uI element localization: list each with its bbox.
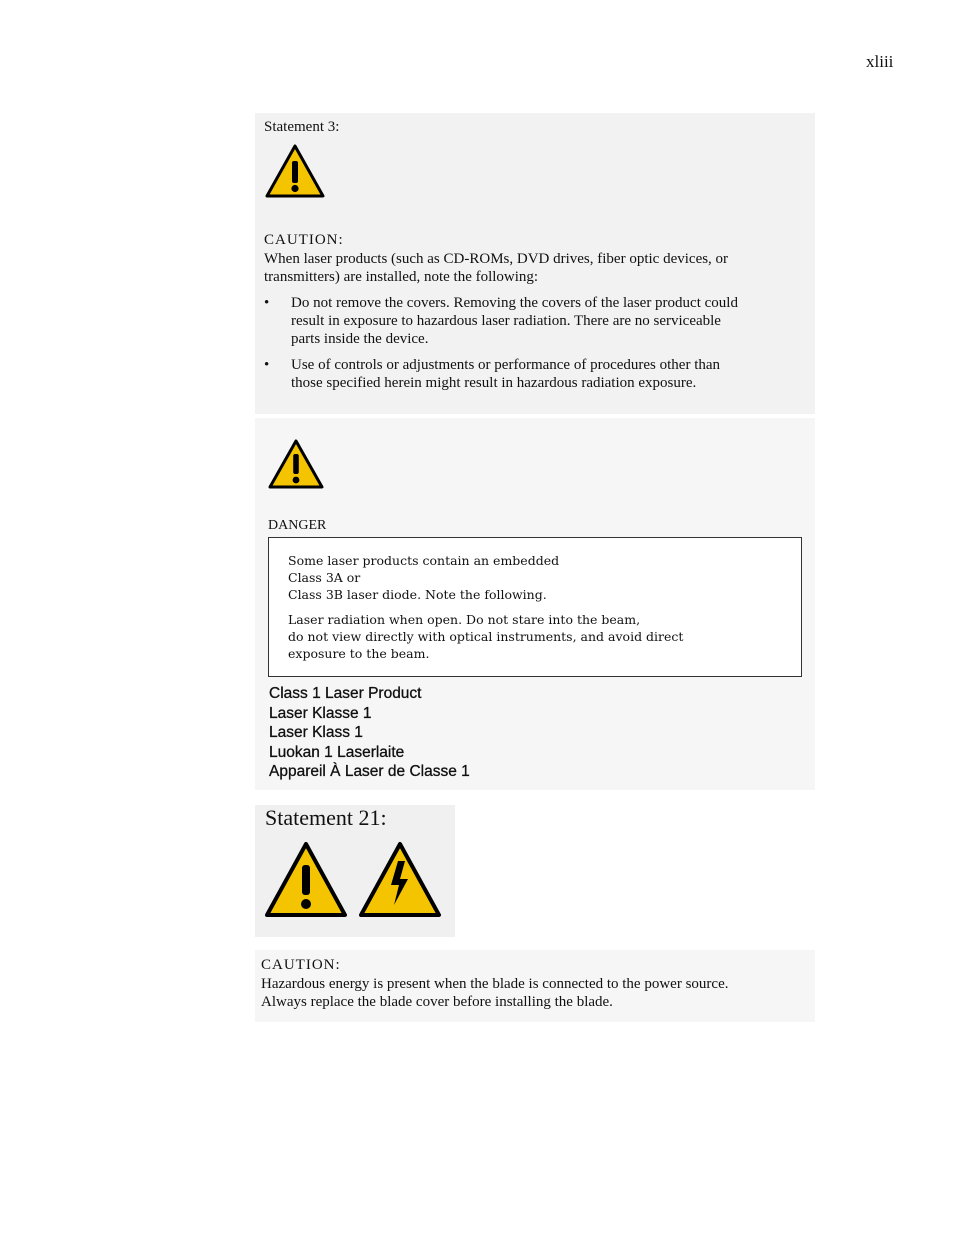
laser-class-line: Laser Klass 1 (269, 724, 363, 741)
bullet-marker: • (264, 357, 270, 373)
laser-class-list (269, 684, 470, 782)
danger-line: Class 3A or (288, 570, 361, 585)
bullet-line: those specified herein might result in hazardous radiation exposure. (291, 375, 697, 391)
bullet-line: Use of controls or adjustments or performance of procedures other than (291, 357, 721, 373)
warning-triangle-icon (267, 438, 325, 495)
danger-panel (255, 418, 815, 790)
intro-line: When laser products (such as CD-ROMs, DVD drives, fiber optic devices, or (264, 251, 729, 267)
danger-line: Laser radiation when open. Do not stare into the beam, (288, 612, 641, 627)
electrical-hazard-icon (358, 841, 442, 924)
bullet-line: Do not remove the covers. Removing the covers of the laser product could (291, 295, 738, 311)
statement-3-title: Statement 3: (264, 119, 340, 135)
caution-label: CAUTION: (261, 957, 341, 973)
danger-label: DANGER (268, 518, 327, 533)
bullet-marker: • (264, 295, 270, 311)
warning-triangle-icon (264, 143, 326, 204)
statement-21-title: Statement 21: (265, 805, 387, 830)
danger-paragraph (288, 552, 559, 603)
intro-line: transmitters) are installed, note the following: (264, 269, 539, 285)
danger-box (268, 537, 802, 677)
statement-21-panel (255, 805, 455, 937)
laser-class-line: Luokan 1 Laserlaite (269, 743, 405, 761)
caution-text (261, 975, 728, 1011)
statement-3-panel (255, 113, 815, 414)
danger-line: Some laser products contain an embedded (288, 553, 560, 568)
caution-intro (264, 250, 728, 286)
danger-paragraph (288, 611, 683, 662)
caution-line: Always replace the blade cover before installing the blade. (261, 994, 613, 1010)
bullet-line: result in exposure to hazardous laser radiation. There are no serviceable (291, 313, 721, 329)
caution-line: Hazardous energy is present when the blade is connected to the power source. (261, 976, 729, 992)
danger-line: exposure to the beam. (288, 646, 430, 661)
laser-class-line: Class 1 Laser Product (269, 685, 422, 702)
danger-line: do not view directly with optical instruments, and avoid direct (288, 629, 684, 644)
statement-21-caution (255, 950, 815, 1022)
warning-triangle-icon (264, 841, 348, 924)
bullet-line: parts inside the device. (291, 331, 429, 347)
danger-line: Class 3B laser diode. Note the following. (288, 587, 547, 602)
laser-class-line: Laser Klasse 1 (269, 704, 372, 722)
laser-class-line: Appareil À Laser de Classe 1 (269, 763, 470, 780)
caution-label: CAUTION: (264, 232, 344, 248)
page-number: xliii (866, 52, 894, 71)
